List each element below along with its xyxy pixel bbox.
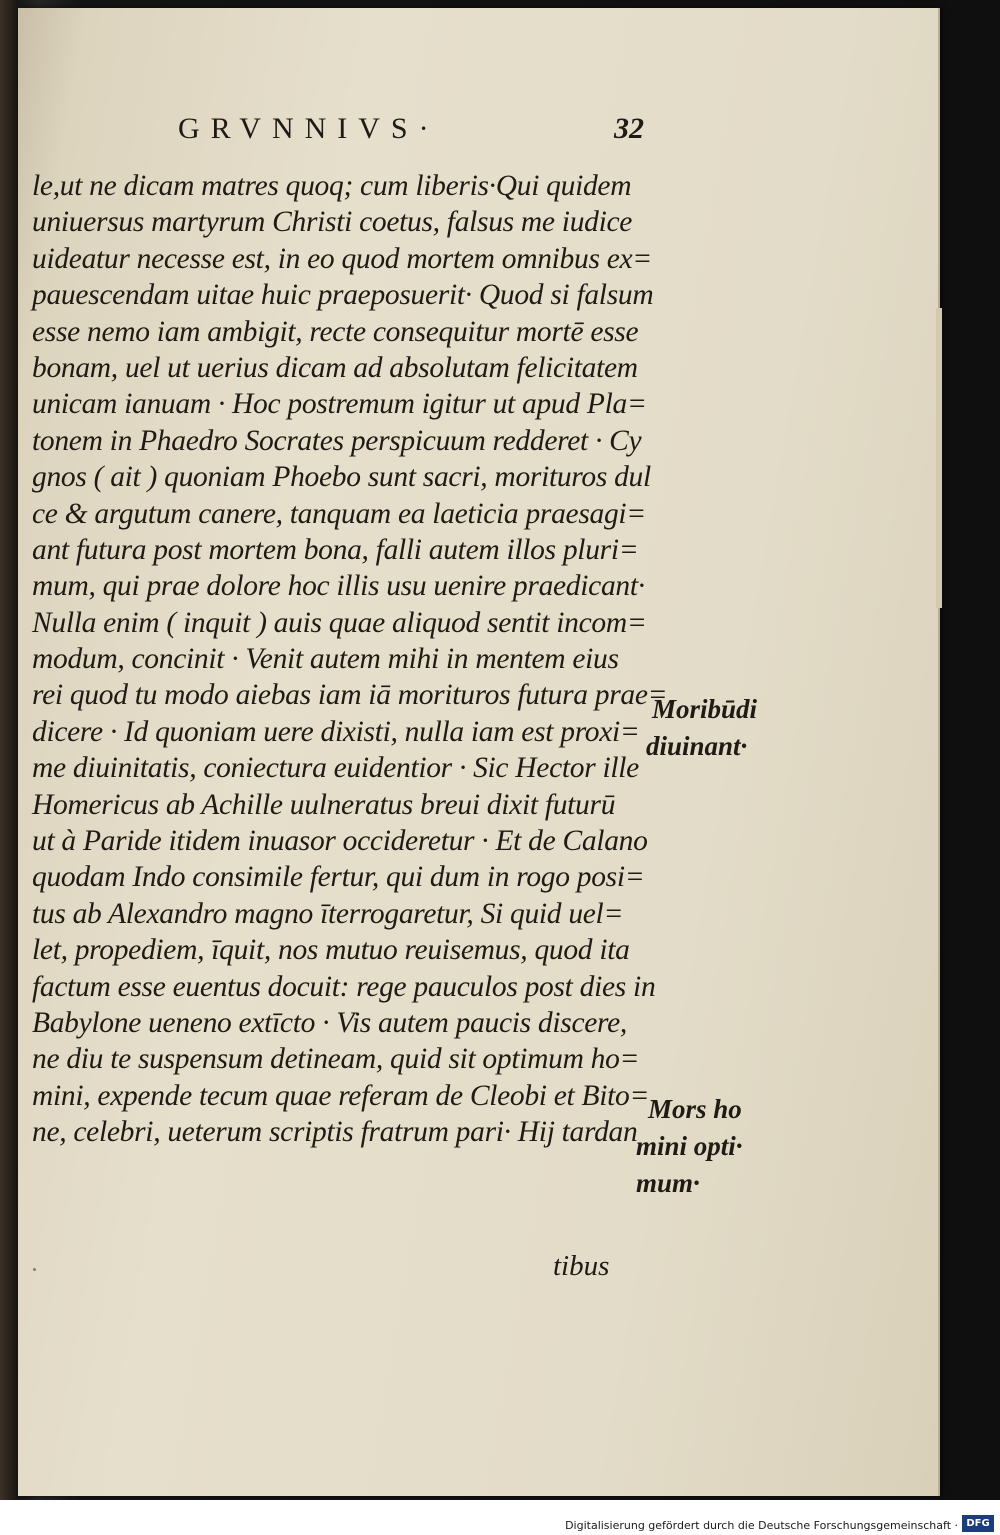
text-line: tonem in Phaedro Socrates perspicuum redderet · Cy [32,424,642,457]
marginal-note: mum· [636,1168,700,1198]
marginal-note: mini opti· [636,1131,743,1161]
text-line: pauescendam uitae huic praeposuerit· Quod si falsum [32,279,654,312]
text-line: uniuersus martyrum Christi coetus, falsus me iudice [32,206,633,239]
text-line: ce & argutum canere, tanquam ea laeticia praesagi= [32,497,646,530]
text-line: ne, celebri, ueterum scriptis fratrum pari· Hij tardan [32,1116,638,1149]
text-line: modum, concinit · Venit autem mihi in mentem eius [32,643,619,676]
marginal-note: Mors ho [648,1094,742,1124]
text-line: tus ab Alexandro magno īterrogaretur, Si quid uel= [32,897,624,930]
text-line: mum, qui prae dolore hoc illis usu uenire praedicant· [32,570,645,603]
running-head: GRVNNIVS· [178,112,440,145]
text-line: me diuinitatis, coniectura euidentior · Sic Hector ille [32,752,639,785]
text-line: Homericus ab Achille uulneratus breui dixit futurū [32,788,616,821]
text-line: esse nemo iam ambigit, recte consequitur mortē esse [32,315,639,348]
text-line: bonam, uel ut uerius dicam ad absolutam felicitatem [32,351,638,384]
funding-credit: Digitalisierung gefördert durch die Deutsche Forschungsgemeinschaft · [565,1519,958,1532]
book-binding-edge [0,0,18,1500]
text-line: ne diu te suspensum detineam, quid sit optimum ho= [32,1043,640,1076]
text-line: unicam ianuam · Hoc postremum igitur ut apud Pla= [32,388,647,421]
text-line: uideatur necesse est, in eo quod mortem omnibus ex= [32,242,652,275]
text-line: gnos ( ait ) quoniam Phoebo sunt sacri, morituros dul [32,461,651,494]
marginal-note: Moribūdi [652,694,758,724]
catchword: tibus [553,1250,610,1282]
text-line: Nulla enim ( inquit ) auis quae aliquod sentit incom= [32,606,647,639]
paper-speck [33,1268,36,1271]
page-number: 32 [614,112,644,145]
body-text [32,168,822,1151]
text-line: dicere · Id quoniam uere dixisti, nulla iam est proxi= [32,715,640,748]
text-line: factum esse euentus docuit: rege pauculos post dies in [32,970,656,1003]
text-line: rei quod tu modo aiebas iam iā morituros futura prae= [32,679,668,712]
page-edge [936,308,942,608]
text-line: ant futura post mortem bona, falli autem illos pluri= [32,533,639,566]
text-line: Babylone ueneno extīcto · Vis autem paucis discere, [32,1006,627,1039]
text-line: let, propediem, īquit, nos mutuo reuisemus, quod ita [32,934,630,967]
text-line: le,ut ne dicam matres quoq; cum liberis·Qui quidem [32,170,632,202]
page-header [178,112,678,152]
text-line: quodam Indo consimile fertur, qui dum in rogo posi= [32,861,645,894]
text-line: ut à Paride itidem inuasor occideretur · Et de Calano [32,825,648,858]
text-line: mini, expende tecum quae referam de Cleobi et Bito= [32,1079,650,1112]
marginal-note: diuinant· [646,731,748,761]
dfg-logo: DFG [962,1515,994,1532]
